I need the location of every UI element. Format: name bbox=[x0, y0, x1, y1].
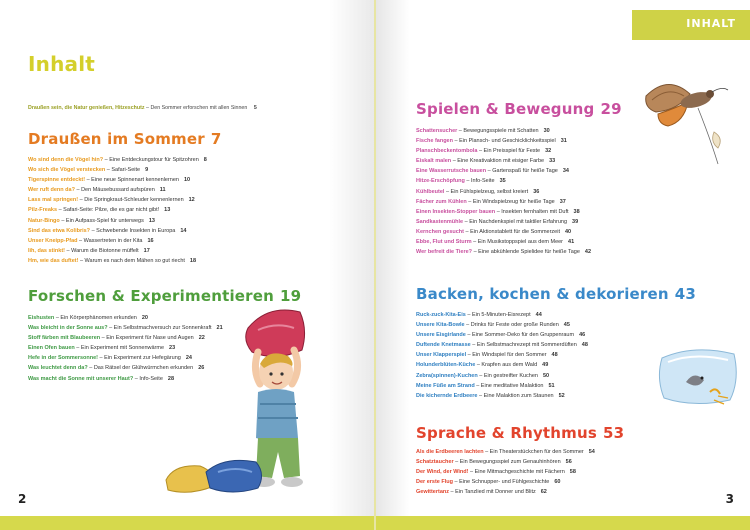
toc-entry-desc: – Ein Körperphänomen erkunden bbox=[55, 315, 137, 321]
toc-entry-page: 48 bbox=[581, 342, 588, 349]
toc-entry-title: Sandkastenmühle bbox=[416, 218, 464, 225]
toc-entry-desc: – Ein Fühlspielzeug, selbst kreiert bbox=[445, 188, 529, 195]
toc-entry[interactable] bbox=[416, 360, 588, 370]
toc-entry[interactable] bbox=[416, 487, 595, 497]
toc-entry[interactable] bbox=[28, 155, 207, 165]
toc-entry[interactable] bbox=[28, 165, 207, 175]
section-page-number: 43 bbox=[674, 285, 697, 303]
toc-entry-page: 18 bbox=[189, 257, 197, 264]
toc-entry[interactable] bbox=[28, 205, 207, 215]
toc-entry-page: 14 bbox=[180, 227, 187, 234]
toc-entry-page: 60 bbox=[554, 479, 561, 486]
toc-entry-desc: – Ein Aufpass-Spiel für unterwegs bbox=[61, 217, 144, 224]
toc-entry-page: 13 bbox=[164, 207, 171, 214]
toc-entry-desc: – Gartenspaß für heiße Tage bbox=[487, 168, 558, 175]
toc-entry[interactable] bbox=[416, 381, 588, 391]
toc-entry-page: 34 bbox=[562, 168, 569, 175]
page-number-left: 2 bbox=[18, 492, 27, 506]
toc-entry-page: 20 bbox=[141, 315, 148, 321]
toc-entry-desc: – Safari-Seite bbox=[106, 167, 141, 174]
toc-entry-desc: – Ein Bewegungsspiel zum Genauhinhören bbox=[455, 459, 561, 466]
toc-entry-desc: – Eine Entdeckungstour für Spitzohren bbox=[104, 157, 199, 163]
toc-entry-title: Unsere Eisgirlande bbox=[416, 332, 466, 339]
left-page bbox=[0, 0, 374, 530]
toc-entry-title: Wo sich die Vögel verstecken bbox=[28, 167, 106, 174]
toc-entry-page: 9 bbox=[145, 167, 149, 174]
toc-entry-title: Zebra(spinnen)-Kuchen bbox=[416, 372, 478, 379]
toc-entry-title: Unser Klapperspiel bbox=[416, 352, 467, 359]
toc-entry-page: 42 bbox=[584, 249, 592, 256]
toc-entry-page: 56 bbox=[565, 459, 572, 466]
toc-entry-desc: – Eine neue Spinnenart kennenlernen bbox=[86, 177, 179, 184]
section-page-number: 7 bbox=[210, 130, 222, 148]
toc-entry-title: Gewittertanz bbox=[416, 489, 450, 496]
toc-entry[interactable] bbox=[416, 391, 588, 401]
toc-entry[interactable] bbox=[416, 320, 588, 330]
toc-entry-desc: – Ein Aktionstablett für die Sommerzeit bbox=[465, 228, 560, 235]
toc-entry-page: 28 bbox=[167, 375, 175, 382]
toc-entry-page: 13 bbox=[148, 217, 155, 224]
toc-entry-title: Als die Erdbeeren lachten bbox=[416, 449, 484, 455]
toc-entry-desc: – Info-Seite bbox=[466, 178, 495, 185]
toc-entry-desc: – Eine Kreativaktion mit eisiger Farbe bbox=[452, 158, 545, 165]
toc-entry[interactable] bbox=[28, 246, 207, 256]
toc-entry-page: 8 bbox=[203, 157, 207, 163]
toc-entry[interactable] bbox=[416, 217, 591, 227]
section-page-number: 29 bbox=[600, 100, 622, 118]
section-title-text: Backen, kochen & dekorieren bbox=[416, 285, 669, 303]
toc-entry[interactable] bbox=[416, 467, 595, 477]
page-number-right: 3 bbox=[725, 492, 734, 506]
toc-entry[interactable] bbox=[416, 457, 595, 467]
toc-entry-page: 50 bbox=[542, 372, 550, 379]
toc-entry-desc: – Eine Malaktion zum Staunen bbox=[478, 392, 554, 399]
toc-entry-desc: – Eine abkühlende Spielidee für heiße Tage bbox=[473, 249, 580, 256]
toc-entry-title: Wer befreit die Tiere? bbox=[416, 249, 473, 256]
toc-entry-title: Hm, wie das duftet! bbox=[28, 257, 79, 264]
toc-entry-page: 12 bbox=[188, 197, 195, 204]
toc-entry-title: Iih, das stinkt! bbox=[28, 247, 65, 254]
toc-entry[interactable] bbox=[416, 187, 591, 197]
ice-block-icon bbox=[654, 340, 744, 410]
toc-entry[interactable] bbox=[416, 126, 591, 136]
toc-entry-title: Was leuchtet denn da? bbox=[28, 365, 88, 372]
toc-entry-title: Schatztaucher bbox=[416, 459, 454, 466]
toc-entry-page: 36 bbox=[533, 188, 540, 195]
section-title-spielen bbox=[416, 100, 622, 118]
toc-entry-title: Natur-Bingo bbox=[28, 217, 60, 224]
toc-entry-page: 48 bbox=[551, 352, 558, 359]
toc-list-draussen bbox=[28, 155, 207, 266]
toc-entry-desc: – Safari-Seite: Pilze, die es gar nicht gibt! bbox=[58, 207, 160, 214]
toc-entry-desc: – Ein Experiment zur Hefegärung bbox=[99, 355, 181, 362]
toc-entry[interactable] bbox=[416, 146, 591, 156]
section-page-number: 19 bbox=[280, 287, 302, 305]
intro-page: 5 bbox=[253, 105, 257, 111]
toc-entry[interactable] bbox=[416, 371, 588, 381]
toc-entry[interactable] bbox=[28, 256, 207, 266]
toc-entry[interactable] bbox=[416, 447, 595, 457]
toc-entry[interactable] bbox=[28, 175, 207, 185]
toc-entry-title: Was macht die Sonne mit unserer Haut? bbox=[28, 375, 134, 382]
toc-entry[interactable] bbox=[416, 310, 588, 320]
toc-entry[interactable] bbox=[416, 176, 591, 186]
toc-entry-title: Lass mal springen! bbox=[28, 197, 79, 204]
toc-entry-desc: – Ein Tanzlied mit Donner und Blitz bbox=[450, 489, 536, 496]
toc-entry-desc: – Das Rätsel der Glühwürmchen erkunden bbox=[89, 365, 194, 372]
toc-entry-desc: – Die Springkraut-Schleuder kennenlernen bbox=[79, 197, 184, 204]
toc-entry-title: Wo sind denn die Vögel hin? bbox=[28, 157, 104, 163]
toc-entry-page: 24 bbox=[185, 355, 192, 362]
toc-entry-title: Hefe in der Sommersonne! bbox=[28, 355, 98, 362]
toc-entry-title: Hitze-Erschöpfung bbox=[416, 178, 465, 185]
toc-entry-title: Kernchen gesucht bbox=[416, 228, 464, 235]
toc-entry-desc: – Ein Preisspiel für Feste bbox=[478, 148, 541, 155]
toc-entry-title: Unser Kneipp-Pfad bbox=[28, 237, 78, 244]
toc-entry-title: Wer ruft denn da? bbox=[28, 187, 75, 194]
toc-entry[interactable] bbox=[416, 227, 591, 237]
bottom-color-strip bbox=[0, 516, 374, 530]
toc-entry-desc: – Insekten fernhalten mit Duft bbox=[496, 208, 569, 215]
toc-entry-title: Ebbe, Flut und Sturm bbox=[416, 239, 472, 246]
toc-entry-title: Duftende Knetmasse bbox=[416, 342, 471, 349]
toc-entry-title: Unsere Kita-Bowle bbox=[416, 322, 465, 329]
toc-entry-title: Pilz-Freaks bbox=[28, 207, 58, 214]
toc-entry-page: 38 bbox=[573, 208, 580, 215]
toc-entry[interactable] bbox=[416, 247, 591, 257]
section-page-number: 53 bbox=[603, 424, 625, 442]
toc-entry-desc: – Ein Windspiel für den Sommer bbox=[467, 352, 547, 359]
toc-entry-page: 35 bbox=[499, 178, 506, 185]
toc-list-sprache bbox=[416, 447, 595, 497]
toc-entry-desc: – Warum die Biotonne müffelt bbox=[66, 247, 139, 254]
toc-list-backen bbox=[416, 310, 588, 401]
toc-entry-desc: – Bewegungsspiele mit Schatten bbox=[458, 128, 539, 134]
toc-entry-desc: – Drinks für Feste oder große Runden bbox=[466, 322, 559, 329]
toc-entry[interactable] bbox=[416, 156, 591, 166]
toc-entry-title: Sind das etwa Kolibris? bbox=[28, 227, 91, 234]
toc-entry[interactable] bbox=[28, 374, 223, 384]
toc-entry-title: Schattensucher bbox=[416, 128, 458, 134]
toc-entry-page: 62 bbox=[540, 489, 547, 496]
toc-entry-page: 54 bbox=[588, 449, 595, 455]
toc-entry-page: 45 bbox=[563, 322, 570, 329]
toc-entry[interactable] bbox=[416, 197, 591, 207]
toc-entry[interactable] bbox=[416, 207, 591, 217]
toc-entry-desc: – Eine Schnupper- und Fühlgeschichte bbox=[454, 479, 550, 486]
toc-list-spielen bbox=[416, 126, 591, 257]
toc-entry-page: 22 bbox=[198, 335, 205, 342]
toc-entry-page: 23 bbox=[169, 345, 176, 352]
toc-entry-desc: – Den Mäusebussard aufspüren bbox=[76, 187, 155, 194]
section-title-draussen bbox=[28, 130, 222, 148]
toc-entry-desc: – Ein Plansch- und Geschicklichkeitsspiel bbox=[454, 138, 556, 145]
toc-entry-desc: – Eine Sommer-Deko für den Gruppenraum bbox=[467, 332, 575, 339]
toc-entry-title: Der erste Flug bbox=[416, 479, 453, 486]
toc-list-forschen bbox=[28, 313, 223, 384]
toc-entry-title: Eine Wasserrutsche bauen bbox=[416, 168, 487, 175]
toc-entry[interactable] bbox=[416, 340, 588, 350]
toc-entry-page: 17 bbox=[143, 247, 150, 254]
toc-entry-desc: – Wassertreten in der Kita bbox=[79, 237, 143, 244]
toc-entry-desc: – Ein Windspielzeug für heiße Tage bbox=[468, 198, 555, 205]
toc-entry-title: Fächer zum Kühlen bbox=[416, 198, 467, 205]
toc-entry[interactable] bbox=[416, 330, 588, 340]
toc-entry-page: 11 bbox=[159, 187, 166, 194]
toc-entry[interactable] bbox=[28, 195, 207, 205]
toc-entry-page: 44 bbox=[535, 312, 542, 318]
toc-entry-desc: – Warum es nach dem Mähen so gut riecht bbox=[79, 257, 185, 264]
toc-entry-page: 33 bbox=[549, 158, 556, 165]
toc-entry[interactable] bbox=[416, 237, 591, 247]
toc-entry-title: Eishusten bbox=[28, 315, 55, 321]
toc-entry-page: 10 bbox=[183, 177, 191, 184]
toc-entry-title: Kühlbeutel bbox=[416, 188, 445, 195]
toc-entry[interactable] bbox=[28, 353, 223, 363]
section-title-text: Sprache & Rhythmus bbox=[416, 424, 598, 442]
toc-entry-title: Was bleicht in der Sonne aus? bbox=[28, 325, 108, 332]
toc-entry[interactable] bbox=[416, 136, 591, 146]
toc-entry[interactable] bbox=[28, 236, 207, 246]
toc-entry-page: 49 bbox=[542, 362, 549, 369]
toc-entry-page: 31 bbox=[560, 138, 567, 145]
toc-entry-title: Meine Füße am Strand bbox=[416, 382, 475, 389]
toc-entry[interactable] bbox=[28, 333, 223, 343]
toc-entry-title: Ruck-zuck-Kita-Eis bbox=[416, 312, 466, 318]
section-title-text: Draußen im Sommer bbox=[28, 130, 205, 148]
toc-entry[interactable] bbox=[28, 185, 207, 195]
toc-entry-desc: – Ein Musikstoppspiel aus dem Meer bbox=[473, 239, 564, 246]
toc-entry-desc: – Info-Seite bbox=[134, 375, 163, 382]
intro-entry[interactable] bbox=[28, 105, 257, 111]
toc-entry[interactable] bbox=[416, 166, 591, 176]
toc-entry-desc: – Ein Selbstmachversuch zur Sonnenkraft bbox=[109, 325, 212, 332]
toc-entry-title: Stoff färben mit Blaubeeren bbox=[28, 335, 101, 342]
toc-entry-page: 41 bbox=[568, 239, 575, 246]
intro-desc: – Den Sommer erforschen mit allen Sinnen bbox=[146, 105, 248, 111]
toc-entry[interactable] bbox=[28, 343, 223, 353]
toc-entry-desc: – Schwebende Insekten in Europa bbox=[91, 227, 176, 234]
toc-entry[interactable] bbox=[416, 477, 595, 487]
toc-entry-page: 58 bbox=[569, 469, 576, 476]
toc-entry-page: 40 bbox=[564, 228, 572, 235]
toc-entry-title: Der Wind, der Wind! bbox=[416, 469, 469, 476]
toc-entry-desc: – Eine Mitmachgeschichte mit Fächern bbox=[470, 469, 565, 476]
toc-entry-desc: – Ein Experiment für Nase und Augen bbox=[101, 335, 194, 342]
pillows-icon bbox=[160, 450, 270, 500]
toc-entry-desc: – Ein Theaterstückchen für den Sommer bbox=[485, 449, 584, 455]
toc-entry[interactable] bbox=[28, 323, 223, 333]
section-title-backen bbox=[416, 285, 696, 303]
section-title-text: Forschen & Experimentieren bbox=[28, 287, 275, 305]
toc-entry-page: 30 bbox=[543, 128, 550, 134]
toc-entry-desc: – Ein gestreifter Kuchen bbox=[479, 372, 538, 379]
toc-entry-page: 21 bbox=[216, 325, 223, 332]
toc-entry[interactable] bbox=[28, 216, 207, 226]
toc-entry-page: 51 bbox=[548, 382, 555, 389]
section-title-sprache bbox=[416, 424, 624, 442]
toc-entry[interactable] bbox=[28, 313, 223, 323]
toc-entry-desc: – Ein Nachdenkspiel mit taktiler Erfahrung bbox=[464, 218, 568, 225]
section-title-text: Spielen & Bewegung bbox=[416, 100, 595, 118]
toc-entry[interactable] bbox=[416, 350, 588, 360]
toc-entry-title: Holunderblüten-Küche bbox=[416, 362, 476, 369]
toc-entry-title: Planschbeckentombola bbox=[416, 148, 478, 155]
page-title: Inhalt bbox=[28, 52, 96, 76]
right-page bbox=[376, 0, 750, 530]
toc-entry-title: Fische fangen bbox=[416, 138, 453, 145]
toc-entry-desc: – Krapfen aus dem Wald bbox=[476, 362, 538, 369]
toc-entry-desc: – Ein 5-Minuten-Eisrezept bbox=[467, 312, 531, 318]
toc-entry-desc: – Ein Experiment mit Sonnenwärme bbox=[76, 345, 165, 352]
toc-entry-desc: – Eine meditative Malaktion bbox=[476, 382, 544, 389]
toc-entry[interactable] bbox=[28, 226, 207, 236]
toc-entry-page: 37 bbox=[559, 198, 566, 205]
moth-icon bbox=[638, 68, 734, 168]
toc-entry-page: 39 bbox=[572, 218, 579, 225]
toc-entry-title: Einen Ofen bauen bbox=[28, 345, 75, 352]
toc-entry-title: Tigerspinne entdeckt! bbox=[28, 177, 86, 184]
bottom-color-strip bbox=[376, 516, 750, 530]
toc-entry-page: 16 bbox=[147, 237, 154, 244]
toc-entry-desc: – Ein Selbstmachrezept mit Sommerdüften bbox=[472, 342, 577, 349]
toc-entry-page: 52 bbox=[558, 392, 565, 399]
intro-title: Draußen sein, die Natur genießen, Hitzeschutz bbox=[28, 105, 145, 111]
toc-entry-title: Einen Insekten-Stopper bauen bbox=[416, 208, 496, 215]
toc-entry-title: Die kichernde Erdbeere bbox=[416, 392, 478, 399]
toc-entry-page: 26 bbox=[198, 365, 205, 372]
toc-entry-title: Eiskalt malen bbox=[416, 158, 452, 165]
header-label: INHALT bbox=[686, 17, 736, 30]
toc-entry[interactable] bbox=[28, 363, 223, 373]
toc-entry-page: 46 bbox=[579, 332, 586, 339]
toc-entry-page: 32 bbox=[545, 148, 552, 155]
